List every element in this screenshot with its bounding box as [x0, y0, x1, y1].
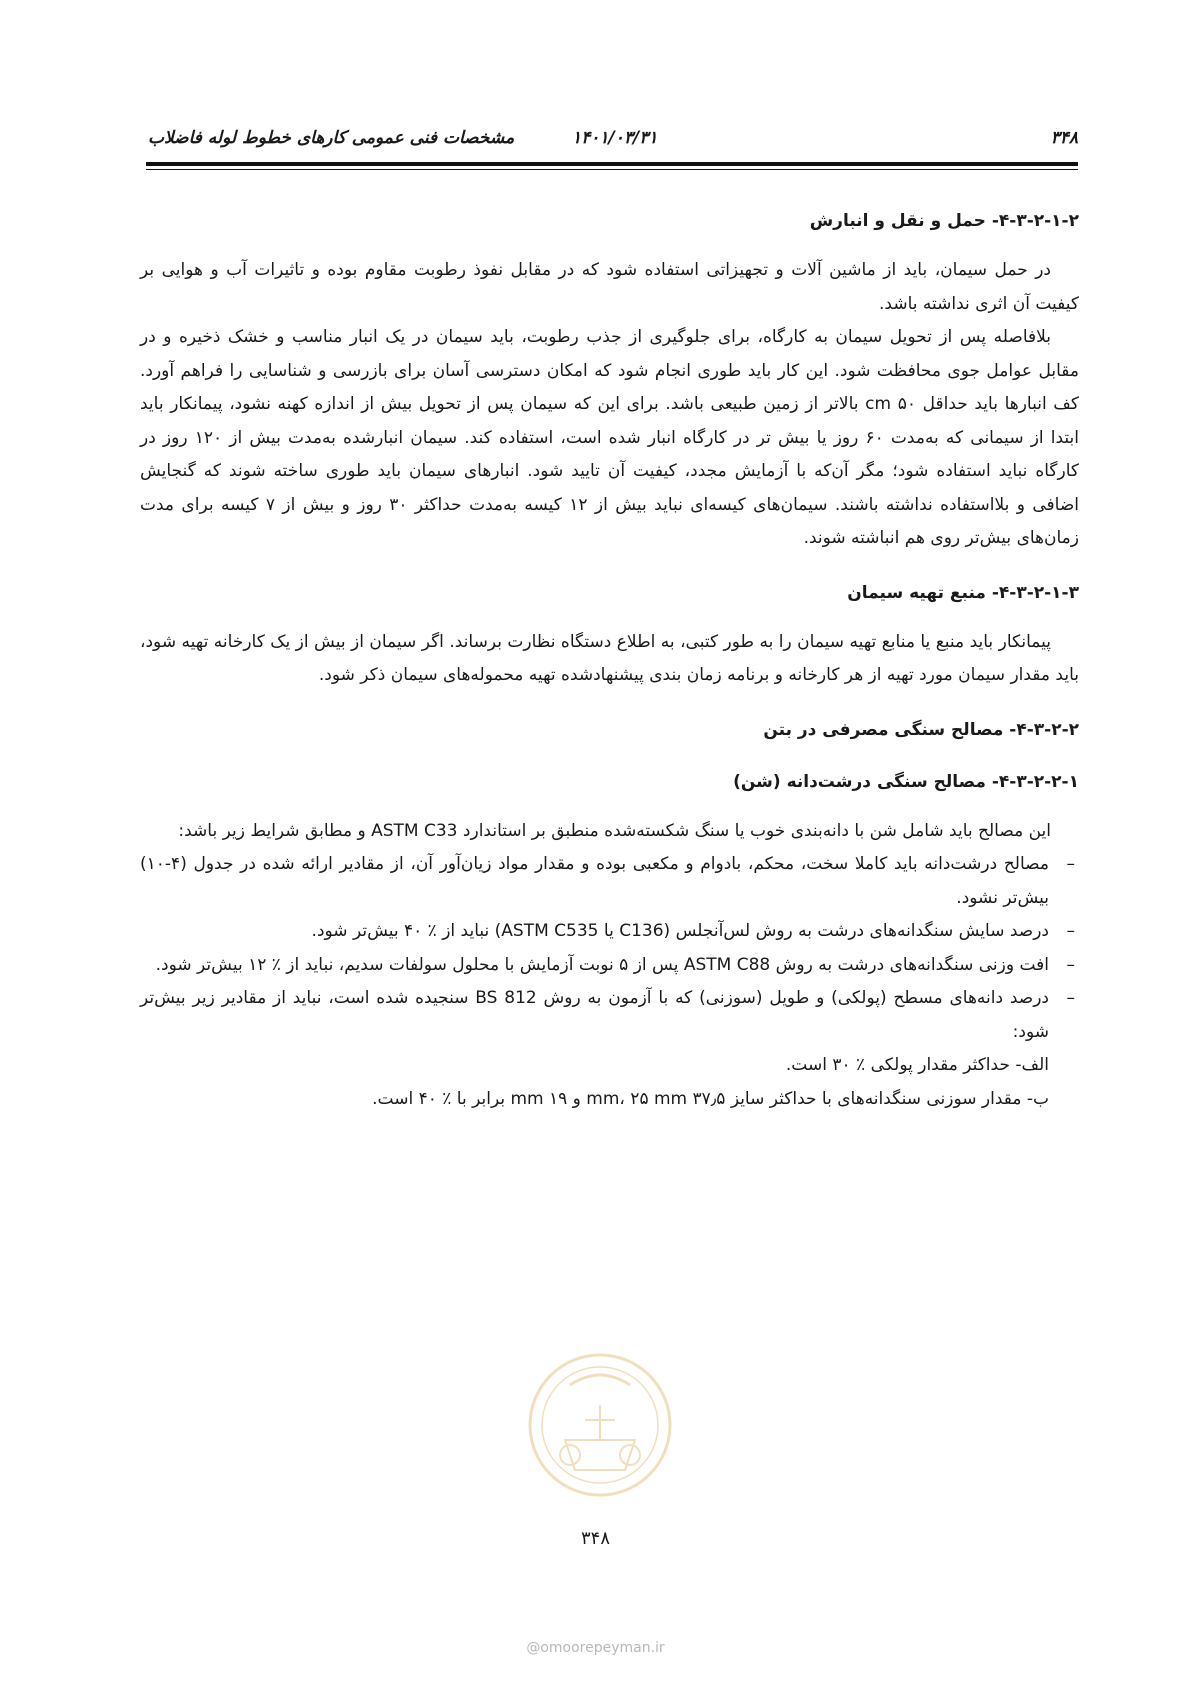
section-heading-cement-source: ۴-۳-۲-۱-۳- منبع تهیه سیمان	[847, 582, 1079, 603]
requirements-list	[140, 848, 1079, 1049]
header-rule-thick	[146, 162, 1078, 166]
section-heading-aggregates: ۴-۳-۲-۲- مصالح سنگی مصرفی در بتن	[763, 719, 1079, 740]
header-title: مشخصات فنی عمومی کارهای خطوط لوله فاضلاب	[148, 128, 515, 148]
paragraph-transport: در حمل سیمان، باید از ماشین آلات و تجهیزاتی استفاده شود که در مقابل نفوذ رطوبت مقاوم بوده و تاثیرات آب و هوایی بر کیفیت آن اثری نداشته باشد.	[140, 260, 1079, 314]
sub-item-a: الف- حداکثر مقدار پولکی ٪ ۳۰ است.	[785, 1055, 1049, 1075]
section-heading-transport: ۴-۳-۲-۱-۲- حمل و نقل و انبارش	[809, 211, 1079, 231]
paragraph-coarse-aggregates: این مصالح باید شامل شن با دانه‌بندی خوب یا سنگ شکسته‌شده منطبق بر استاندارد ASTM C33 و مطابق شرایط زیر باشد:	[178, 820, 1051, 841]
section-heading-coarse-aggregates: ۴-۳-۲-۲-۱- مصالح سنگی درشت‌دانه (شن)	[733, 771, 1079, 792]
sub-item-b: ب- مقدار سوزنی سنگدانه‌های با حداکثر سایز ۳۷٫۵ mm، ۲۵ mm و ۱۹ mm برابر با ٪ ۴۰ است.	[372, 1088, 1049, 1109]
header-rule-thin	[146, 169, 1078, 170]
paragraph-cement-source: پیمانکار باید منبع یا منابع تهیه سیمان را به طور کتبی، به اطلاع دستگاه نظارت برساند. اگر سیمان از بیش از یک کارخانه تهیه شود، باید مقدار سیمان مورد تهیه از هر کارخانه و برنامه زمان بندی پیشنهادشده تهیه محموله‌های سیمان ذکر شود.	[140, 631, 1079, 685]
paragraph-storage: بلافاصله پس از تحویل سیمان به کارگاه، برای جلوگیری از جذب رطوبت، باید سیمان در یک انبار مناسب و خشک ذخیره و در مقابل عوامل جوی محافظت شود. این کار باید طوری انجام شود که امکان دسترسی آسان برای بازرسی و شناسایی را فراهم آورد. کف انبارها باید حداقل ۵۰ cm بالاتر از زمین طبیعی باشد. برای این که سیمان پس از تحویل بیش از اندازه کهنه نشود، پیمانکار باید ابتدا از سیمانی که به‌مدت ۶۰ روز یا بیش تر در کارگاه انبار شده است، استفاده کند. سیمان انبارشده به‌مدت بیش از ۱۲۰ روز در کارگاه نباید استفاده شود؛ مگر آن‌که با آزمایش مجدد، کیفیت آن تایید شود. انبارهای سیمان باید طوری ساخته شوند که گنجایش اضافی و بلااستفاده نداشته باشند. سیمان‌های کیسه‌ای نباید بیش از ۱۲ کیسه به‌مدت حداکثر ۳۰ روز و بیش از ۷ کیسه برای مدت زمان‌های بیش‌تر روی هم انباشته شوند.	[140, 327, 1080, 548]
header-page-number: ۳۴۸	[1050, 128, 1078, 148]
list-item: – درصد سایش سنگدانه‌های درشت به روش لس‌آنجلس (C136 یا ASTM C535) نباید از ٪ ۴۰ بیش‌تر شود.	[140, 915, 1079, 949]
footer-page-number: ۳۴۸	[580, 1528, 610, 1549]
page-body	[140, 206, 1079, 1116]
watermark-seal-logo	[525, 1345, 675, 1515]
list-item: – درصد دانه‌های مسطح (پولکی) و طویل (سوزنی) که با آزمون به روش BS 812 سنجیده شده است، نباید از مقادیر زیر بیش‌تر شود:	[140, 982, 1079, 1049]
list-item: – مصالح درشت‌دانه باید کاملا سخت، محکم، بادوام و مکعبی بوده و مقدار مواد زیان‌آور آن، از مقادیر ارائه شده در جدول (۴-۱۰) بیش‌تر نشود.	[140, 848, 1079, 915]
footer-site-watermark: @omoorepeyman.ir	[526, 1640, 665, 1656]
header-date: ۱۴۰۱/۰۳/۳۱	[572, 128, 658, 148]
list-item: – افت وزنی سنگدانه‌های درشت به روش ASTM C88 پس از ۵ نوبت آزمایش با محلول سولفات سدیم، نباید از ٪ ۱۲ بیش‌تر شود.	[140, 949, 1079, 983]
running-header	[148, 128, 1078, 154]
